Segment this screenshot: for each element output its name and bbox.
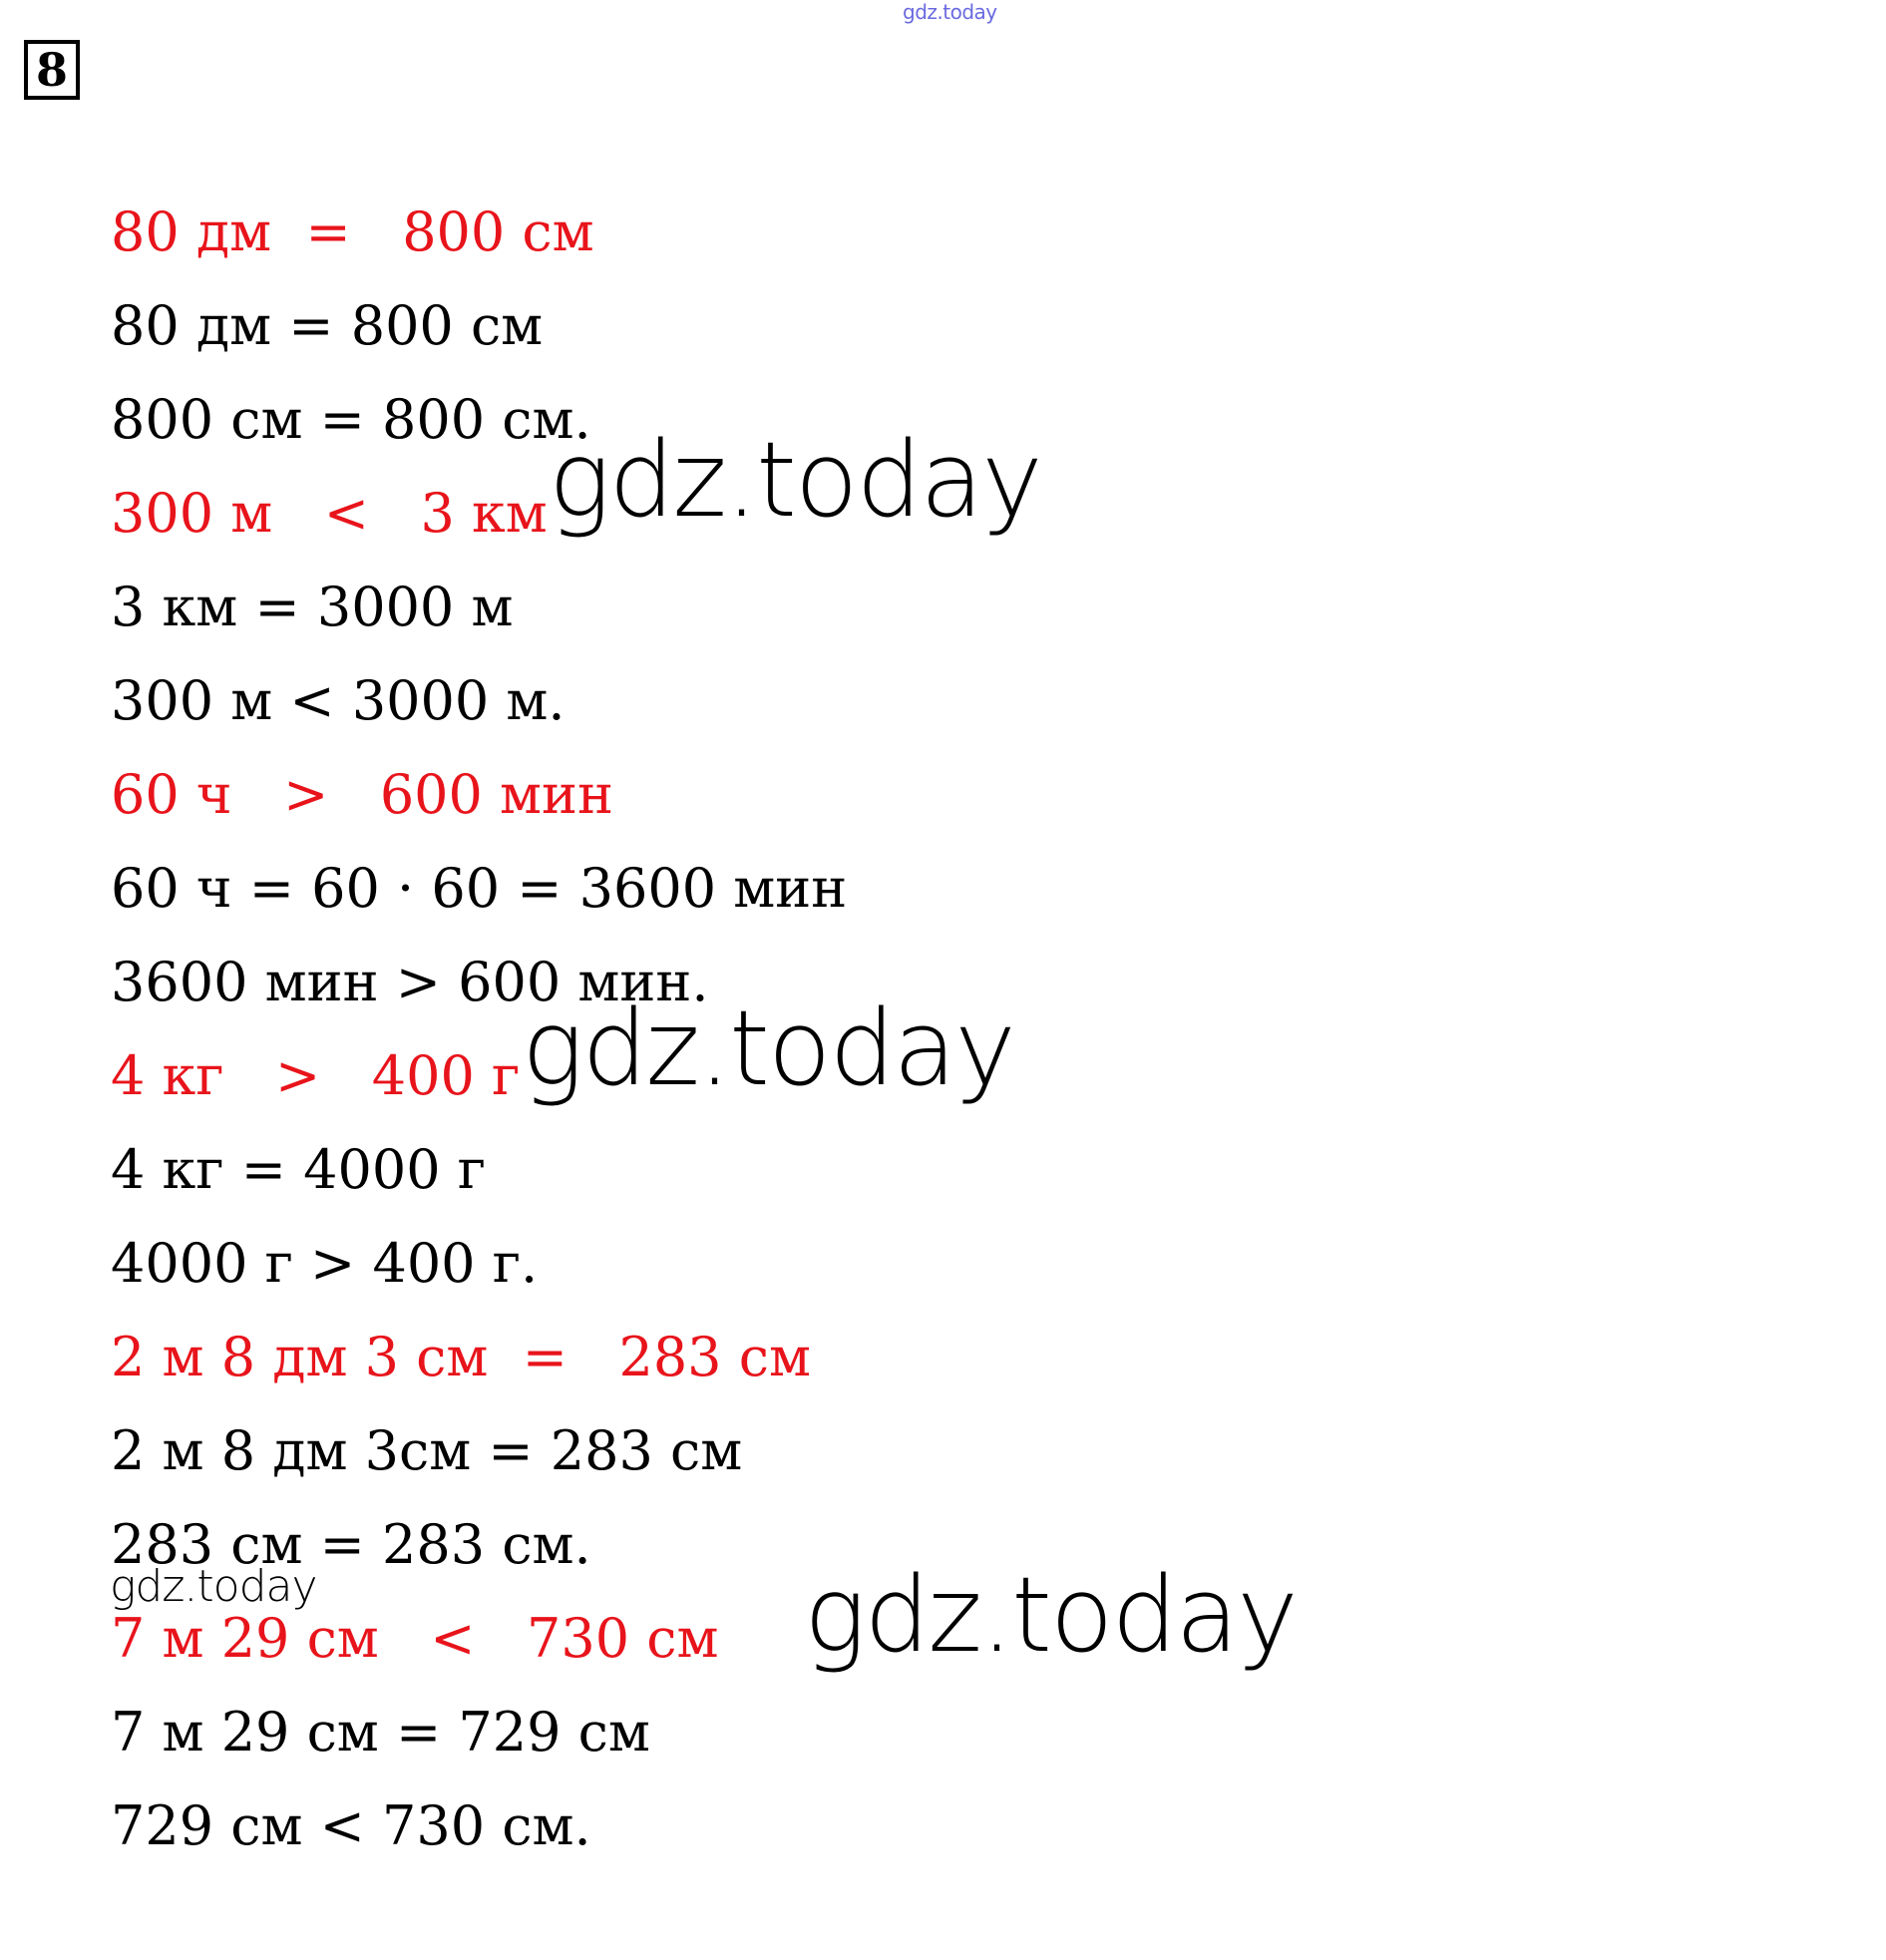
solution-line: 60 ч > 600 мин — [111, 763, 614, 826]
solution-line: 80 дм = 800 см — [111, 200, 594, 263]
solution-line: 4 кг = 4000 г — [111, 1138, 487, 1201]
task-number: 8 — [35, 43, 68, 97]
solution-line: 3600 мин > 600 мин. — [111, 951, 709, 1013]
solution-line: 4000 г > 400 г. — [111, 1232, 539, 1295]
top-watermark: gdz.today — [903, 0, 997, 24]
solution-line: 7 м 29 см < 730 см — [111, 1607, 719, 1670]
solution-line: 3 км = 3000 м — [111, 576, 514, 638]
solution-line: 800 см = 800 см. — [111, 388, 591, 451]
solution-line: 2 м 8 дм 3см = 283 см — [111, 1419, 743, 1482]
solution-line: 2 м 8 дм 3 см = 283 см — [111, 1326, 811, 1388]
watermark: gdz.today — [522, 987, 1014, 1109]
watermark: gdz.today — [549, 419, 1041, 541]
watermark: gdz.today — [804, 1554, 1297, 1676]
solution-line: 283 см = 283 см. — [111, 1513, 591, 1576]
solution-line: 80 дм = 800 см — [111, 294, 544, 357]
solution-line: 7 м 29 см = 729 см — [111, 1701, 650, 1764]
solution-line: 300 м < 3000 м. — [111, 669, 566, 732]
solution-line: 4 кг > 400 г — [111, 1044, 521, 1107]
task-number-box — [24, 40, 80, 100]
solution-line: 300 м < 3 км — [111, 482, 548, 545]
solution-line: 729 см < 730 см. — [111, 1794, 591, 1857]
watermark: gdz.today — [110, 1561, 317, 1612]
solution-line: 60 ч = 60 · 60 = 3600 мин — [111, 857, 848, 920]
